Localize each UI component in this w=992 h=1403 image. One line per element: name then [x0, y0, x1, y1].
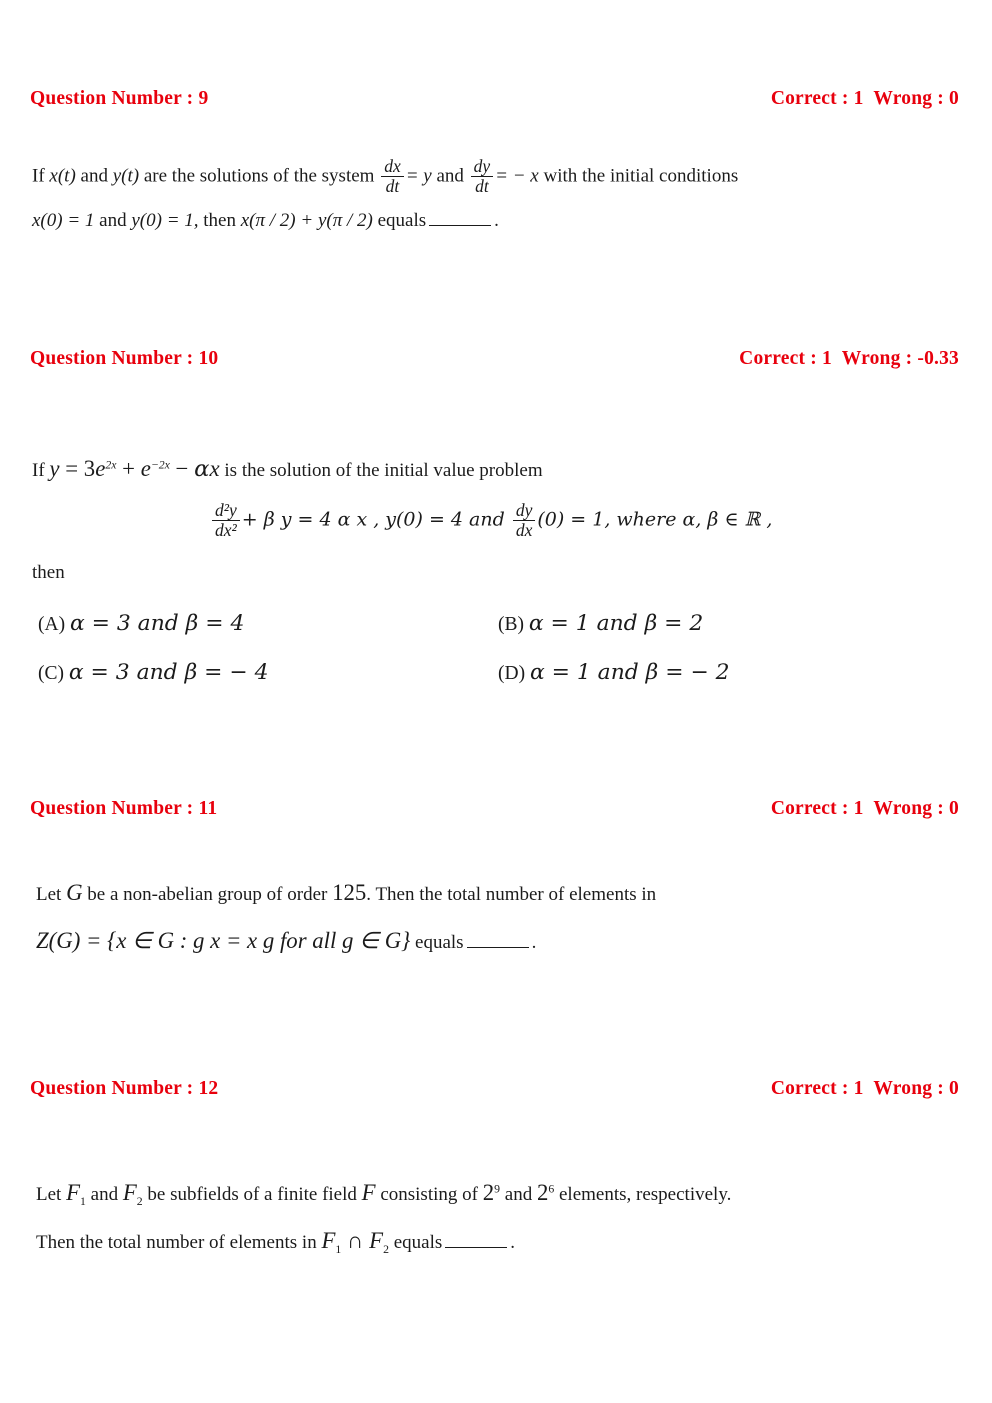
text-fragment: . Then the total number of elements in	[366, 884, 657, 905]
option-tag: (B)	[498, 614, 524, 636]
question-block-11	[0, 798, 992, 962]
math-x-of-t: x(t)	[49, 165, 76, 187]
text-fragment: Let	[36, 884, 67, 905]
math-power-base: 2	[482, 1180, 495, 1205]
text-fragment: be subfields of a finite field	[142, 1184, 362, 1205]
math-equals-y: = y	[405, 165, 432, 187]
fraction-dy-dt	[471, 157, 494, 196]
question-header	[0, 798, 992, 820]
question-marks-label: Correct : 1 Wrong : 0	[770, 88, 959, 109]
question-number-label: Question Number : 12	[30, 1078, 219, 1099]
math-field-F2: F	[122, 1180, 137, 1205]
math-alpha: α	[194, 456, 210, 482]
fraction-denominator: dx²	[212, 520, 240, 540]
option-tag: (C)	[38, 663, 64, 685]
math-field-F1: F	[66, 1180, 81, 1205]
question-marks-label: Correct : 1 Wrong : -0.33	[739, 348, 959, 369]
text-fragment: equals	[388, 1232, 443, 1254]
text-fragment: elements, respectively.	[554, 1184, 732, 1205]
text-fragment: be a non-abelian group of order	[82, 884, 333, 905]
text-fragment: equals	[372, 209, 427, 231]
math-field-F1: F	[321, 1228, 336, 1254]
math-sum-expression: x(π / 2) + y(π / 2)	[240, 209, 373, 231]
text-fragment: with the initial conditions	[538, 165, 739, 187]
displayed-equation	[32, 502, 962, 541]
text-fragment: +	[116, 456, 141, 481]
question-line	[36, 872, 962, 914]
math-equation-part-1: + β y = 4 α x , y(0) = 4 and	[241, 508, 511, 531]
question-line	[32, 203, 962, 238]
question-header	[0, 1078, 992, 1100]
question-header	[0, 348, 992, 370]
question-number-label: Question Number : 10	[30, 348, 219, 369]
math-exponent: 6	[548, 1182, 555, 1196]
question-marks-label: Correct : 1 Wrong : 0	[770, 798, 959, 819]
text-fragment: and	[431, 165, 469, 187]
math-set-definition: {x ∈ G : g x = x g for all g ∈ G}	[107, 928, 411, 954]
question-body	[0, 872, 992, 962]
question-body	[0, 1172, 992, 1262]
math-y-of-t: y(t)	[112, 165, 140, 187]
fraction-denominator: dx	[513, 520, 536, 540]
question-number-label: Question Number : 9	[30, 88, 209, 109]
fraction-denominator: dt	[381, 176, 404, 196]
options-row	[32, 604, 962, 644]
text-fragment: .	[510, 1232, 516, 1254]
math-x: x	[209, 456, 220, 481]
math-y: y	[49, 456, 60, 481]
math-e: e	[140, 456, 151, 481]
fraction-dy-dx	[513, 501, 536, 540]
math-y-initial: y(0) = 1,	[131, 209, 199, 231]
math-e: e	[95, 456, 106, 481]
math-exponent: −2x	[150, 458, 170, 472]
option-text: α = 1 and β = − 2	[529, 660, 730, 686]
question-block-10	[0, 348, 992, 694]
option-text: α = 1 and β = 2	[528, 611, 704, 637]
text-fragment: If	[32, 460, 50, 481]
options-list	[32, 604, 962, 694]
math-subscript: 2	[383, 1242, 389, 1256]
math-exponent: 2x	[105, 458, 117, 472]
fraction-second-derivative	[212, 501, 240, 540]
text-fragment: and	[500, 1184, 537, 1205]
math-intersection-icon: ∩	[341, 1228, 370, 1254]
text-fragment: = 3	[59, 456, 96, 481]
question-line	[32, 158, 962, 197]
text-fragment: then	[198, 209, 241, 231]
text-fragment: .	[531, 932, 537, 954]
fraction-dx-dt	[381, 157, 404, 196]
question-block-9	[0, 88, 992, 238]
question-marks-label: Correct : 1 Wrong : 0	[770, 1078, 959, 1099]
text-fragment: Then the total number of elements in	[36, 1232, 322, 1254]
question-body	[0, 158, 992, 238]
options-row	[32, 653, 962, 693]
math-subscript: 1	[335, 1242, 342, 1256]
text-fragment: Let	[36, 1184, 67, 1205]
fraction-numerator: dy	[473, 156, 491, 176]
text-fragment: and	[75, 165, 113, 187]
fraction-numerator: dy	[515, 500, 533, 521]
option-tag: (A)	[38, 614, 66, 636]
option-text: α = 3 and β = 4	[69, 611, 245, 637]
math-exponent: 9	[494, 1182, 501, 1196]
text-fragment: If	[32, 165, 50, 187]
math-equals-minus-x: = − x	[495, 165, 539, 187]
answer-blank	[429, 208, 491, 226]
text-fragment: are the solutions of the system	[139, 165, 380, 187]
text-fragment: and	[85, 1184, 123, 1205]
text-fragment: equals	[410, 932, 464, 954]
option-a[interactable]	[32, 604, 498, 644]
text-fragment: and	[94, 209, 132, 231]
math-subscript: 1	[80, 1194, 86, 1208]
question-block-12	[0, 1078, 992, 1262]
math-equation-part-2: (0) = 1, where α, β ∈ ℝ ,	[537, 508, 773, 531]
answer-blank	[445, 1230, 507, 1248]
math-group-G: G	[66, 880, 83, 905]
option-tag: (D)	[498, 663, 526, 685]
text-fragment: −	[169, 456, 195, 481]
option-text: α = 3 and β = − 4	[68, 660, 269, 686]
math-center-of-group: Z(G) =	[36, 928, 108, 954]
text-fragment: is the solution of the initial value problem	[219, 460, 543, 481]
math-order-125: 125	[332, 880, 367, 905]
option-d[interactable]	[498, 653, 730, 693]
then-label: then	[32, 561, 65, 583]
fraction-numerator: dx	[384, 156, 401, 176]
question-line	[32, 448, 962, 490]
fraction-numerator: d²y	[215, 500, 237, 521]
math-field-F: F	[361, 1180, 376, 1205]
answer-blank	[467, 930, 529, 948]
fraction-denominator: dt	[471, 176, 494, 196]
text-fragment: .	[494, 209, 499, 231]
text-fragment: consisting of	[375, 1184, 483, 1205]
math-power-base: 2	[536, 1180, 549, 1205]
option-c[interactable]	[32, 653, 498, 693]
question-body	[0, 448, 992, 694]
option-b[interactable]	[498, 604, 703, 644]
question-line	[36, 1220, 962, 1262]
question-header	[0, 88, 992, 110]
question-number-label: Question Number : 11	[30, 798, 218, 819]
math-field-F2: F	[369, 1228, 384, 1254]
math-x-initial: x(0) = 1	[32, 209, 95, 231]
question-line	[36, 920, 962, 962]
question-line	[36, 1172, 962, 1214]
math-subscript: 2	[136, 1194, 143, 1208]
